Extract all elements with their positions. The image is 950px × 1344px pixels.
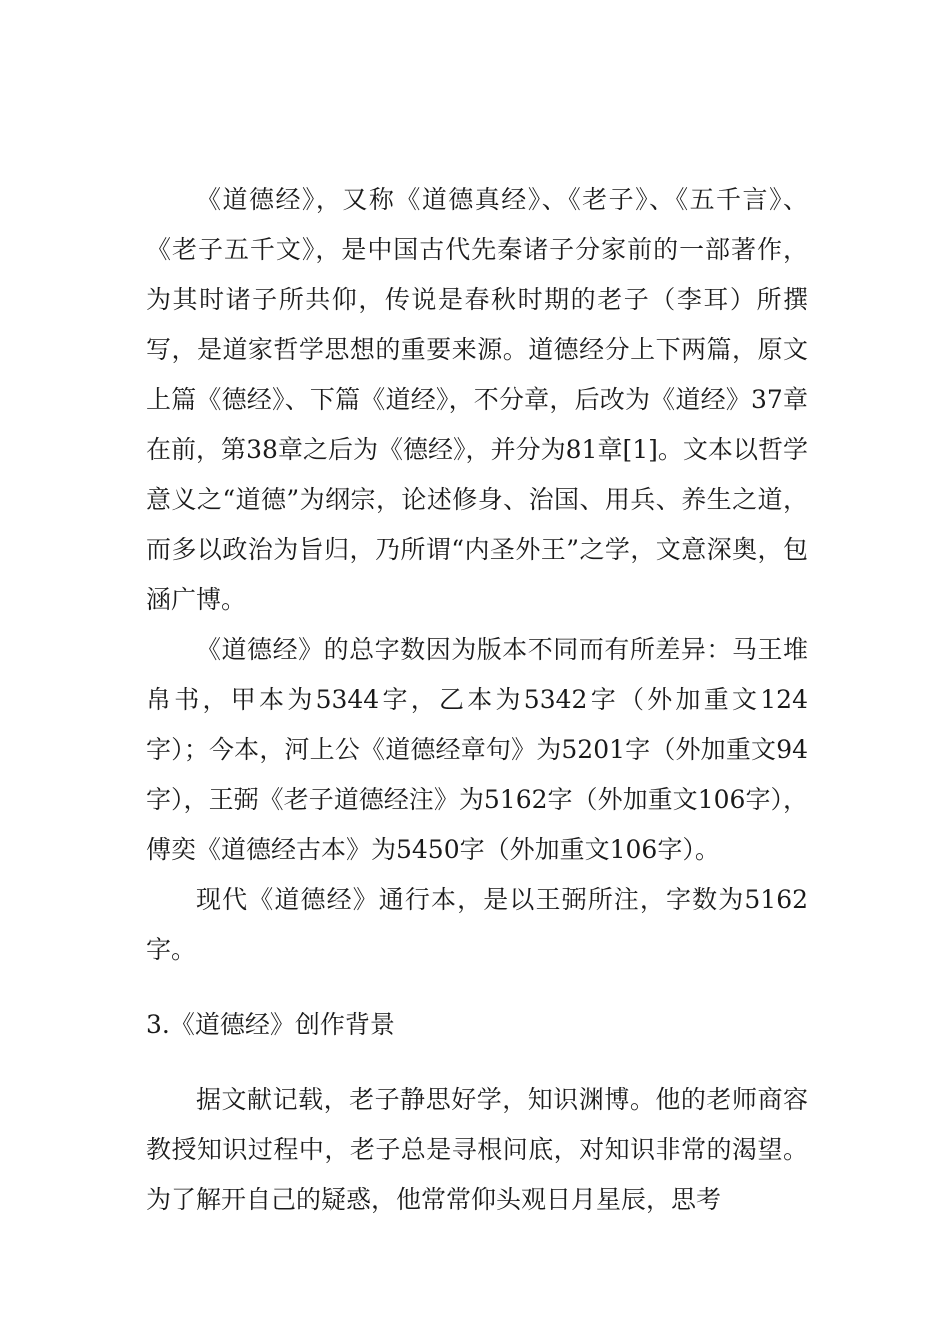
paragraph-modern-edition: 现代《道德经》通行本，是以王弼所注，字数为5162字。 <box>146 885 808 964</box>
paragraph-background: 据文献记载，老子静思好学，知识渊博。他的老师商容教授知识过程中，老子总是寻根问底，对知识非常的渴望。为了解开自己的疑惑，他常常仰头观日月星辰，思考 <box>146 1085 808 1214</box>
paragraph-intro: 《道德经》，又称《道德真经》、《老子》、《五千言》、《老子五千文》，是中国古代先秦诸子分家前的一部著作，为其时诸子所共仰，传说是春秋时期的老子（李耳）所撰写，是道家哲学思想的重要来源。道德经分上下两篇，原文上篇《德经》、下篇《道经》，不分章，后改为《道经》37章在前，第38章之后为《德经》，并分为81章[1]。文本以哲学意义之“道德”为纲宗，论述修身、治国、用兵、养生之道，而多以政治为旨归，乃所谓“内圣外王”之学，文意深奥，包涵广博。 <box>146 185 808 614</box>
section-heading: 3.《道德经》创作背景 <box>146 1010 395 1039</box>
paragraph-word-count: 《道德经》的总字数因为版本不同而有所差异：马王堆帛书，甲本为5344字，乙本为5342字（外加重文124字）；今本，河上公《道德经章句》为5201字（外加重文94字），王弼《老子道德经注》为5162字（外加重文106字），傅奕《道德经古本》为5450字（外加重文106字）。 <box>146 635 808 864</box>
